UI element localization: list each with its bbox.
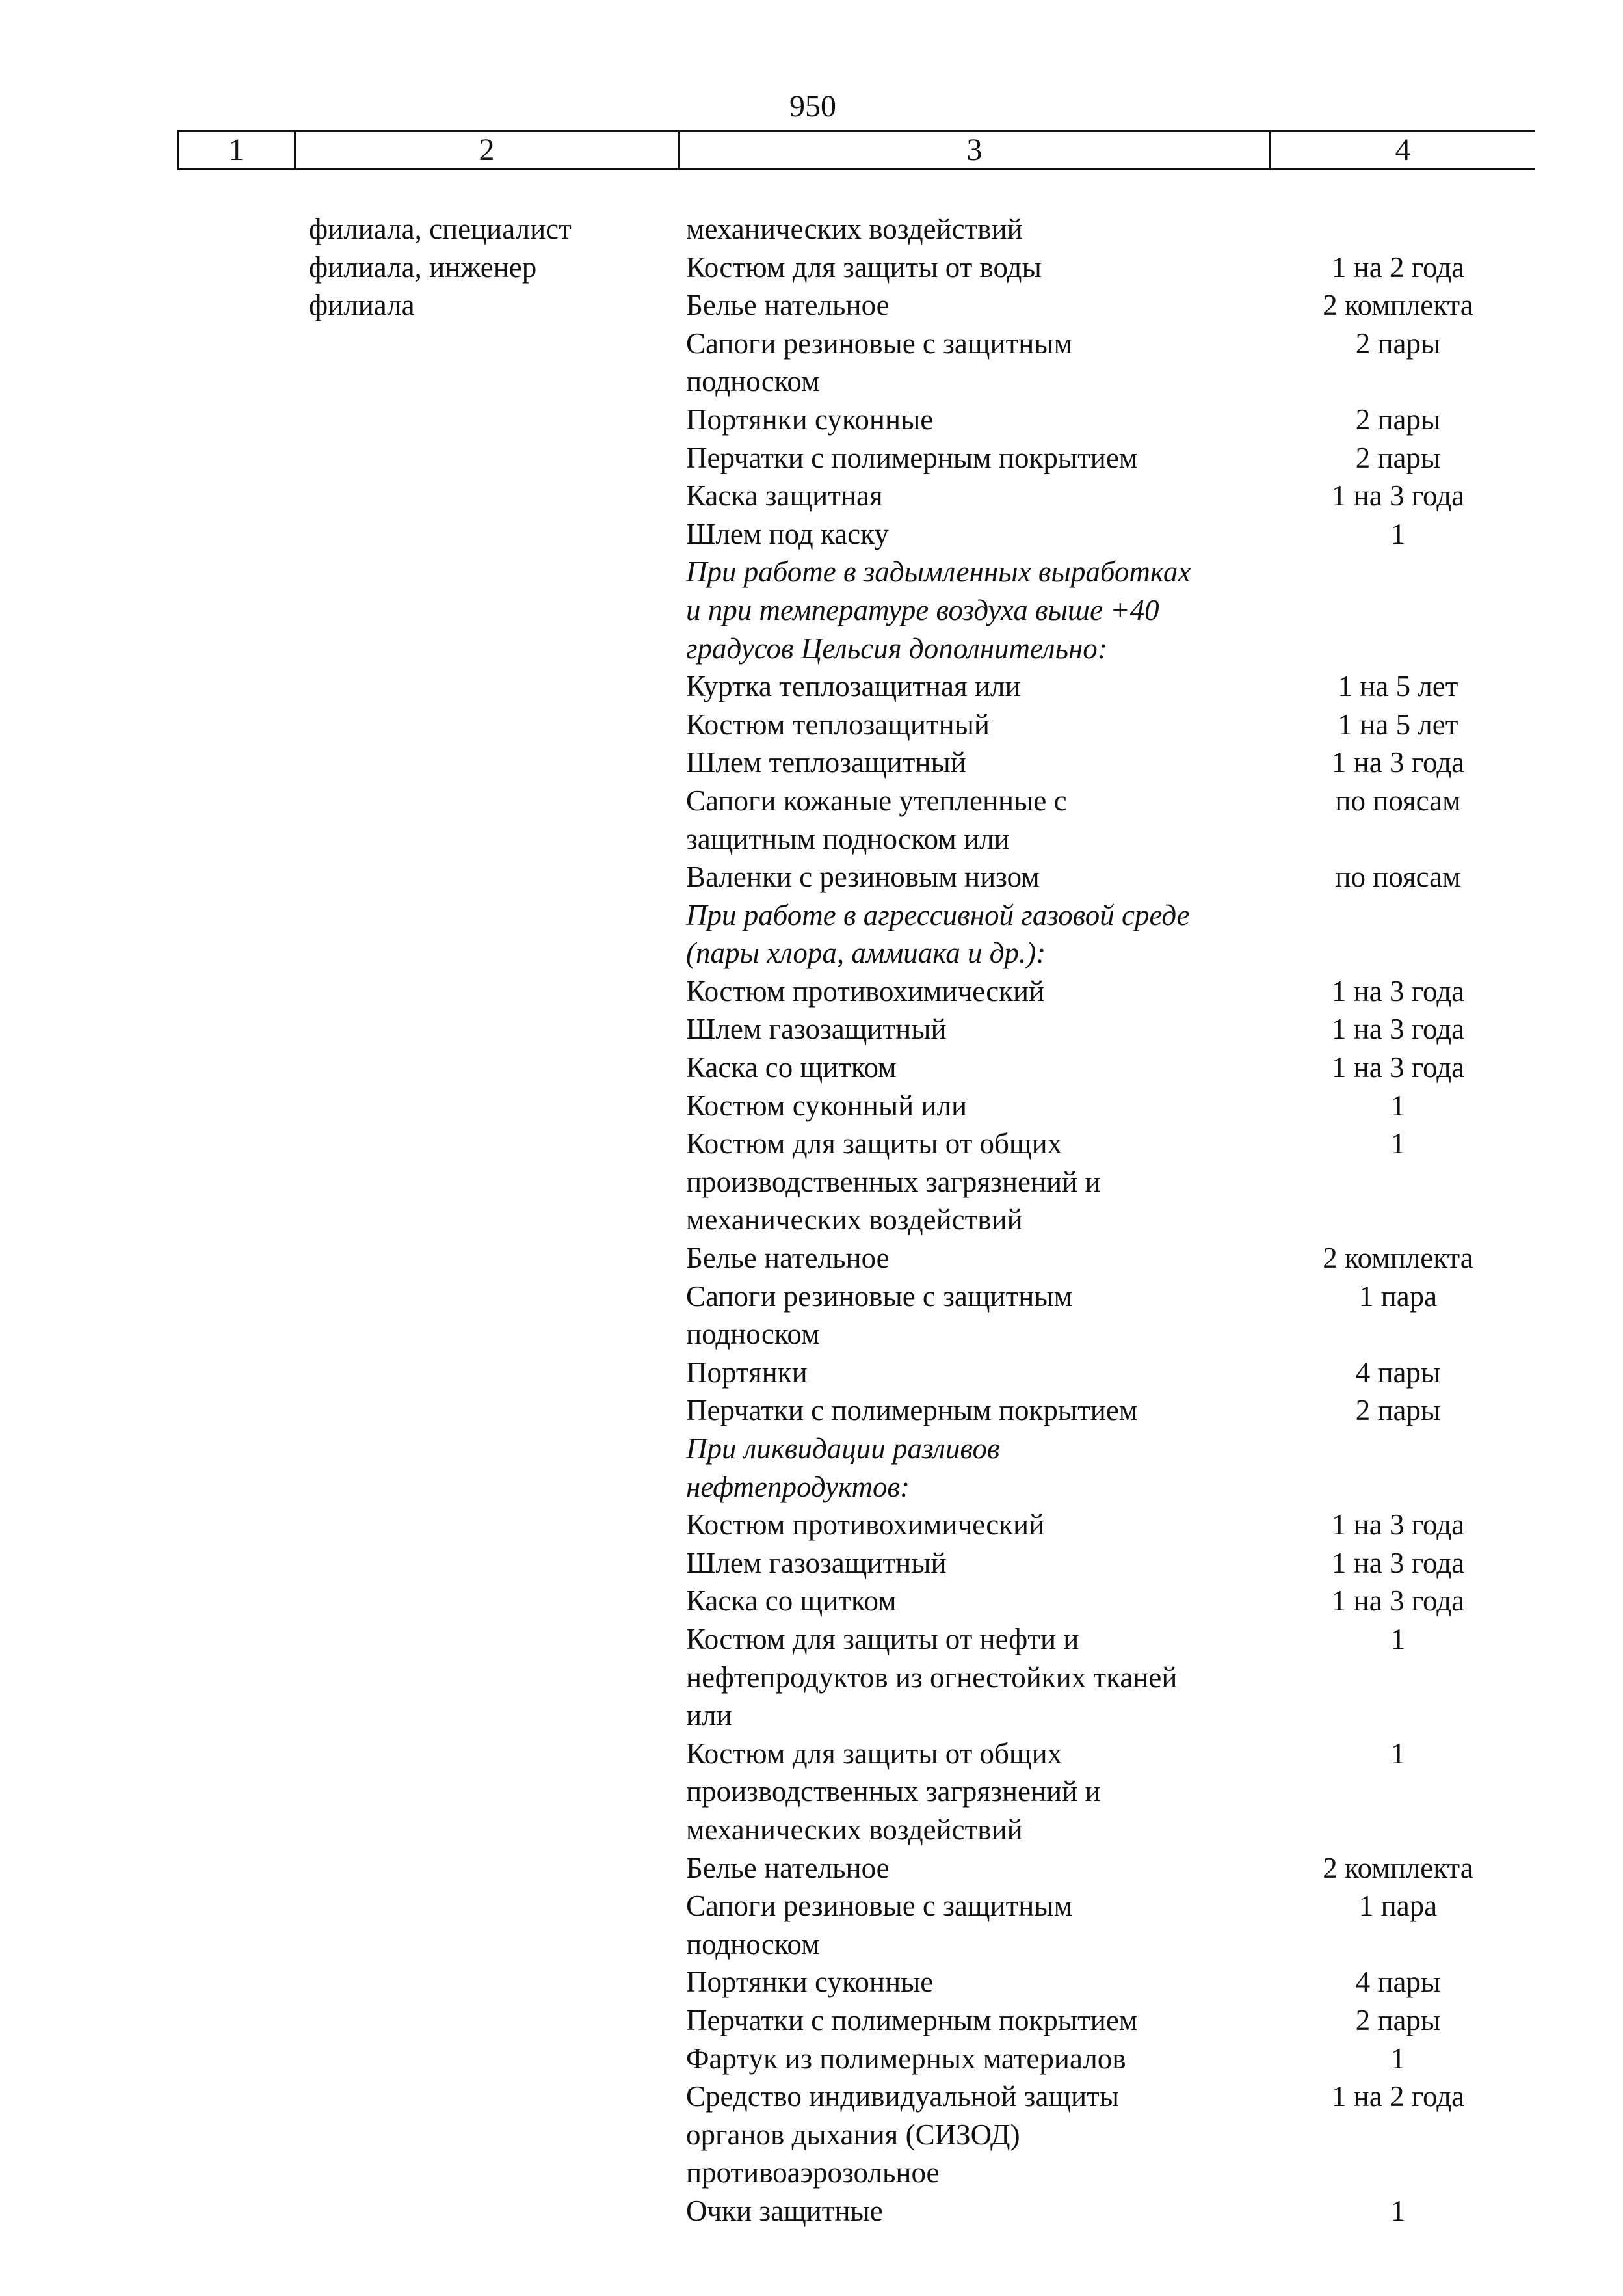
item-quantity: 1 [1390, 517, 1406, 550]
item-quantity: 1 [1390, 1622, 1406, 1655]
ppe-item-row [686, 1544, 1525, 1582]
item-name [686, 477, 1271, 515]
condition-heading-row [686, 896, 1525, 972]
item-name-line: Костюм противохимический [686, 974, 1045, 1008]
item-name-line: Каска защитная [686, 479, 883, 513]
item-name-line: При работе в задымленных выработках [686, 555, 1191, 589]
item-name [686, 743, 1271, 782]
item-quantity: 1 [1390, 1737, 1406, 1770]
item-quantity: 2 пары [1355, 403, 1441, 436]
item-quantity: 1 на 3 года [1331, 1508, 1465, 1542]
condition-heading-row [686, 1430, 1525, 1506]
item-name-line: Каска со щитком [686, 1051, 897, 1084]
item-name-line: Белье нательное [686, 1851, 890, 1884]
item-name [686, 286, 1271, 325]
item-quantity: 2 пары [1355, 327, 1441, 360]
page-number: 950 [789, 89, 836, 124]
condition-heading-row [686, 553, 1525, 667]
item-name [686, 1849, 1271, 1888]
item-name-line: или [686, 1699, 732, 1732]
item-name-line: При работе в агрессивной газовой среде [686, 898, 1190, 931]
item-quantity: 1 на 5 лет [1338, 708, 1458, 741]
ppe-item-row [686, 1048, 1525, 1087]
ppe-item-row [686, 1735, 1525, 1849]
ppe-item-row [686, 1277, 1525, 1354]
item-name-line: Сапоги резиновые с защитным [686, 1279, 1073, 1313]
item-name [686, 1506, 1271, 1544]
position-title-line: филиала [309, 289, 415, 322]
item-quantity: 1 на 2 года [1331, 250, 1465, 284]
item-name-line: производственных загрязнений и [686, 1165, 1101, 1198]
item-name-line: Сапоги кожаные утепленные с [686, 784, 1067, 817]
ppe-item-row [686, 2001, 1525, 2040]
item-name [686, 1963, 1271, 2001]
item-name [686, 782, 1271, 858]
item-quantity: 1 на 3 года [1331, 1546, 1465, 1579]
ppe-item-row [686, 325, 1525, 401]
item-name-line: Портянки [686, 1355, 808, 1389]
position-title-line: филиала, специалист [309, 213, 572, 245]
item-quantity: по поясам [1335, 861, 1461, 894]
ppe-item-row [686, 1506, 1525, 1544]
item-name-line: Белье нательное [686, 1242, 890, 1275]
item-name [686, 2192, 1271, 2230]
item-quantity: 1 пара [1358, 1889, 1438, 1923]
ppe-item-row [686, 858, 1525, 896]
item-name [686, 972, 1271, 1011]
item-quantity: 2 комплекта [1323, 289, 1473, 322]
item-name [686, 1620, 1271, 1735]
item-name [686, 2001, 1271, 2040]
position-title-cell [309, 210, 572, 325]
item-name [686, 1887, 1271, 1963]
item-name-line: противоаэрозольное [686, 2156, 940, 2189]
ppe-item-row [686, 782, 1525, 858]
item-name-line: Костюм для защиты от общих [686, 1127, 1062, 1160]
item-name [686, 439, 1271, 477]
item-name [686, 325, 1271, 401]
condition-heading [686, 1430, 1271, 1506]
item-name-line: Валенки с резиновым низом [686, 861, 1040, 894]
item-quantity: 2 пары [1355, 1394, 1441, 1427]
item-quantity: 1 на 3 года [1331, 479, 1465, 513]
ppe-item-row [686, 2040, 1525, 2078]
item-name-line: механических воздействий [686, 213, 1023, 245]
item-name-line: (пары хлора, аммиака и др.): [686, 937, 1046, 970]
item-name [686, 1735, 1271, 1849]
item-name-line: органов дыхания (СИЗОД) [686, 2118, 1020, 2151]
ppe-item-row [686, 401, 1525, 439]
item-name [686, 1125, 1271, 1239]
header-col-1: 1 [179, 132, 296, 168]
item-name [686, 1354, 1271, 1392]
item-name-line: механических воздействий [686, 1203, 1023, 1236]
ppe-item-row [686, 743, 1525, 782]
item-name-line: Портянки суконные [686, 403, 934, 436]
item-name-line: нефтепродуктов из огнестойких тканей [686, 1661, 1178, 1694]
item-quantity: 1 на 2 года [1331, 2080, 1465, 2113]
item-name [686, 1544, 1271, 1582]
item-name [686, 210, 1271, 248]
header-col-4: 4 [1395, 133, 1411, 167]
item-name-line: Сапоги резиновые с защитным [686, 1889, 1073, 1923]
item-name [686, 1582, 1271, 1620]
ppe-item-row [686, 248, 1525, 287]
item-name-line: и при температуре воздуха выше +40 [686, 593, 1159, 626]
ppe-item-list [686, 210, 1525, 2230]
ppe-item-row [686, 439, 1525, 477]
ppe-item-row [686, 1582, 1525, 1620]
item-name-line: Очки защитные [686, 2194, 883, 2227]
item-name-line: Костюм для защиты от общих [686, 1737, 1062, 1770]
ppe-item-row [686, 1620, 1525, 1735]
header-col-2: 2 [296, 132, 680, 168]
item-name [686, 667, 1271, 706]
item-name-line: Шлем газозащитный [686, 1013, 947, 1046]
ppe-item-row [686, 286, 1525, 325]
item-name-line: Костюм суконный или [686, 1089, 968, 1122]
item-name [686, 1048, 1271, 1087]
item-name-line: Белье нательное [686, 289, 890, 322]
item-name-line: Перчатки с полимерным покрытием [686, 2003, 1138, 2036]
item-quantity: по поясам [1335, 784, 1461, 817]
item-name-line: защитным подноском или [686, 822, 1010, 855]
ppe-item-row [686, 515, 1525, 554]
item-name [686, 1239, 1271, 1277]
item-name-line: Портянки суконные [686, 1966, 934, 1999]
item-name [686, 706, 1271, 744]
ppe-item-row [686, 1354, 1525, 1392]
item-name [686, 2040, 1271, 2078]
header-col-3: 3 [680, 132, 1271, 168]
ppe-item-row [686, 2077, 1525, 2192]
item-name-line: механических воздействий [686, 1813, 1023, 1846]
item-quantity: 2 пары [1355, 2003, 1441, 2036]
item-name-line: градусов Цельсия дополнительно: [686, 632, 1107, 665]
item-name [686, 248, 1271, 287]
item-quantity: 1 на 3 года [1331, 1013, 1465, 1046]
item-quantity: 1 пара [1358, 1279, 1438, 1313]
item-name [686, 1391, 1271, 1430]
ppe-item-row [686, 1849, 1525, 1888]
item-quantity [1271, 1430, 1525, 1506]
item-name-line: Шлем газозащитный [686, 1546, 947, 1579]
ppe-item-row [686, 972, 1525, 1011]
item-name-line: подноском [686, 365, 820, 398]
item-quantity: 1 на 3 года [1331, 1051, 1465, 1084]
ppe-item-row [686, 1125, 1525, 1239]
item-name-line: Фартук из полимерных материалов [686, 2042, 1126, 2075]
item-quantity: 1 [1390, 2042, 1406, 2075]
item-name [686, 1010, 1271, 1048]
ppe-item-row [686, 2192, 1525, 2230]
ppe-item-row [686, 1239, 1525, 1277]
item-name-line: Шлем под каску [686, 517, 889, 550]
item-name-line: Шлем теплозащитный [686, 746, 966, 779]
item-name-line: подноском [686, 1318, 820, 1351]
item-quantity [1271, 896, 1525, 972]
item-name-line: Костюм противохимический [686, 1508, 1045, 1542]
item-quantity [1271, 553, 1525, 667]
item-name-line: подноском [686, 1927, 820, 1960]
ppe-item-row [686, 1963, 1525, 2001]
item-name [686, 858, 1271, 896]
item-name [686, 1087, 1271, 1125]
item-quantity: 1 на 3 года [1331, 746, 1465, 779]
item-quantity: 1 [1390, 1127, 1406, 1160]
position-title-line: филиала, инженер [309, 250, 537, 284]
item-name [686, 401, 1271, 439]
ppe-item-row [686, 706, 1525, 744]
item-quantity: 1 [1390, 1089, 1406, 1122]
item-quantity [1271, 210, 1525, 248]
item-name-line: Костюм теплозащитный [686, 708, 990, 741]
ppe-item-row [686, 1010, 1525, 1048]
item-name [686, 1277, 1271, 1354]
ppe-item-row [686, 667, 1525, 706]
ppe-item-row [686, 477, 1525, 515]
item-quantity: 1 на 5 лет [1338, 670, 1458, 703]
item-name [686, 2077, 1271, 2192]
item-name-line: Средство индивидуальной защиты [686, 2080, 1120, 2113]
item-name [686, 515, 1271, 554]
item-quantity: 4 пары [1355, 1966, 1441, 1999]
item-name-line: Куртка теплозащитная или [686, 670, 1021, 703]
item-quantity: 1 [1390, 2194, 1406, 2227]
item-quantity: 2 комплекта [1323, 1242, 1473, 1275]
item-name-line: Каска со щитком [686, 1584, 897, 1618]
item-name-line: Перчатки с полимерным покрытием [686, 441, 1138, 474]
item-name-line: нефтепродуктов: [686, 1470, 910, 1503]
item-name-line: Костюм для защиты от нефти и [686, 1622, 1079, 1655]
ppe-item-row [686, 1887, 1525, 1963]
item-name-line: При ликвидации разливов [686, 1432, 1000, 1465]
item-quantity: 4 пары [1355, 1355, 1441, 1389]
condition-heading [686, 896, 1271, 972]
ppe-item-row [686, 1391, 1525, 1430]
item-name-line: Сапоги резиновые с защитным [686, 327, 1073, 360]
item-name-line: Костюм для защиты от воды [686, 250, 1042, 284]
ppe-item-row [686, 1087, 1525, 1125]
item-quantity: 1 на 3 года [1331, 974, 1465, 1008]
item-name-line: производственных загрязнений и [686, 1775, 1101, 1808]
item-quantity: 2 комплекта [1323, 1851, 1473, 1884]
item-quantity: 2 пары [1355, 441, 1441, 474]
item-name-line: Перчатки с полимерным покрытием [686, 1394, 1138, 1427]
item-quantity: 1 на 3 года [1331, 1584, 1465, 1618]
ppe-item-row [686, 210, 1525, 248]
condition-heading [686, 553, 1271, 667]
table-header [177, 130, 1535, 170]
